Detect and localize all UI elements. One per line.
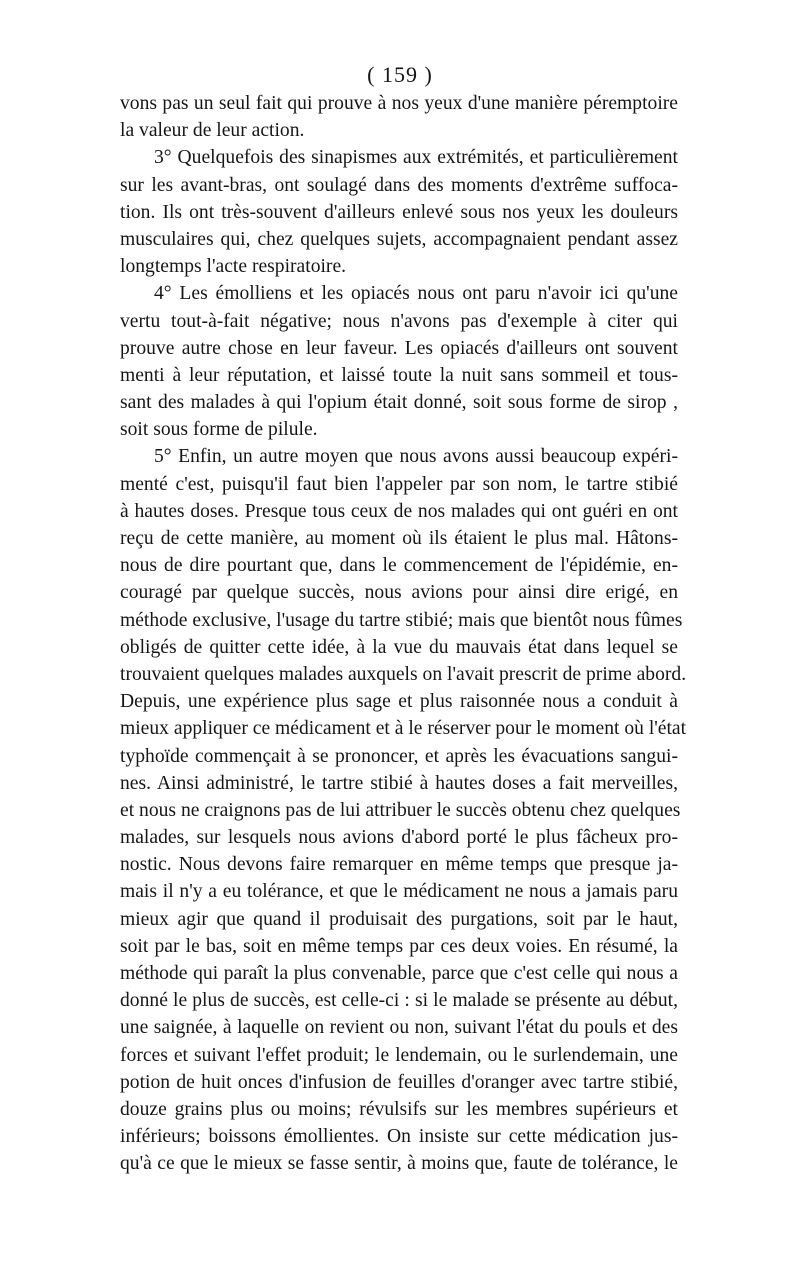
text-line: vertu tout-à-fait négative; nous n'avons pas d'exemple à citer qui: [120, 310, 678, 332]
text-line: et nous ne craignons pas de lui attribuer le succès obtenu chez quelques: [120, 799, 681, 821]
text-line: méthode exclusive, l'usage du tartre stibié; mais que bientôt nous fûmes: [120, 609, 683, 631]
text-line: sur les avant-bras, ont soulagé dans des moments d'extrême suffoca-: [120, 174, 678, 196]
text-line: douze grains plus ou moins; révulsifs sur les membres supérieurs et: [120, 1098, 678, 1120]
text-line: qu'à ce que le mieux se fasse sentir, à moins que, faute de tolérance, le: [120, 1153, 678, 1175]
paragraph-start-line: 4° Les émolliens et les opiacés nous ont paru n'avoir ici qu'une: [154, 283, 678, 305]
text-line: prouve autre chose en leur faveur. Les opiacés d'ailleurs ont souvent: [120, 337, 678, 359]
text-line: nous de dire pourtant que, dans le commencement de l'épidémie, en-: [120, 555, 678, 577]
text-line: forces et suivant l'effet produit; le lendemain, ou le surlendemain, une: [120, 1044, 678, 1066]
text-line: soit par le bas, soit en même temps par ces deux voies. En résumé, la: [120, 935, 678, 957]
text-line: inférieurs; boissons émollientes. On insiste sur cette médication jus-: [120, 1126, 678, 1148]
text-line: malades, sur lesquels nous avions d'abord porté le plus fâcheux pro-: [120, 827, 678, 849]
text-line: obligés de quitter cette idée, à la vue du mauvais état dans lequel se: [120, 636, 678, 658]
text-line: menté c'est, puisqu'il faut bien l'appeler par son nom, le tartre stibié: [120, 473, 678, 495]
text-line: une saignée, à laquelle on revient ou non, suivant l'état du pouls et des: [120, 1017, 678, 1039]
text-line: potion de huit onces d'infusion de feuilles d'oranger avec tartre stibié,: [120, 1071, 678, 1093]
text-line: couragé par quelque succès, nous avions pour ainsi dire erigé, en: [120, 582, 678, 604]
text-line: nostic. Nous devons faire remarquer en même temps que presque ja-: [120, 854, 678, 876]
text-line: vons pas un seul fait qui prouve à nos yeux d'une manière péremptoire: [120, 93, 678, 114]
page-number: ( 159 ): [367, 62, 433, 87]
text-line: musculaires qui, chez quelques sujets, accompagnaient pendant assez: [120, 228, 678, 250]
text-line: menti à leur réputation, et laissé toute la nuit sans sommeil et tous-: [120, 364, 678, 386]
text-line: tion. Ils ont très-souvent d'ailleurs enlevé sous nos yeux les douleurs: [120, 201, 678, 223]
text-line: typhoïde commençait à se prononcer, et après les évacuations sangui-: [120, 745, 678, 767]
text-line: donné le plus de succès, est celle-ci : si le malade se présente au début,: [120, 990, 678, 1012]
text-line: la valeur de leur action.: [120, 120, 305, 142]
text-line: à hautes doses. Presque tous ceux de nos malades qui ont guéri en ont: [120, 500, 678, 522]
text-line: sant des malades à qui l'opium était donné, soit sous forme de sirop ,: [120, 392, 678, 414]
text-line: longtemps l'acte respiratoire.: [120, 256, 347, 278]
text-line: mais il n'y a eu tolérance, et que le médicament ne nous a jamais paru: [120, 881, 678, 903]
text-line: Depuis, une expérience plus sage et plus raisonnée nous a conduit à: [120, 691, 678, 713]
text-line: mieux appliquer ce médicament et à le réserver pour le moment où l'état: [120, 718, 687, 740]
paragraph-start-line: 3° Quelquefois des sinapismes aux extrémités, et particulièrement: [154, 147, 678, 169]
text-line: reçu de cette manière, au moment où ils étaient le plus mal. Hâtons-: [120, 528, 678, 549]
text-line: soit sous forme de pilule.: [120, 419, 318, 441]
text-line: trouvaient quelques malades auxquels on l'avait prescrit de prime abord.: [120, 663, 687, 685]
text-line: nes. Ainsi administré, le tartre stibié à hautes doses a fait merveilles,: [120, 772, 678, 794]
text-line: mieux agir que quand il produisait des purgations, soit par le haut,: [120, 908, 678, 930]
paragraph-start-line: 5° Enfin, un autre moyen que nous avons aussi beaucoup expéri-: [154, 446, 678, 468]
body-text: [120, 90, 687, 1178]
text-line: méthode qui paraît la plus convenable, parce que c'est celle qui nous a: [120, 963, 678, 984]
